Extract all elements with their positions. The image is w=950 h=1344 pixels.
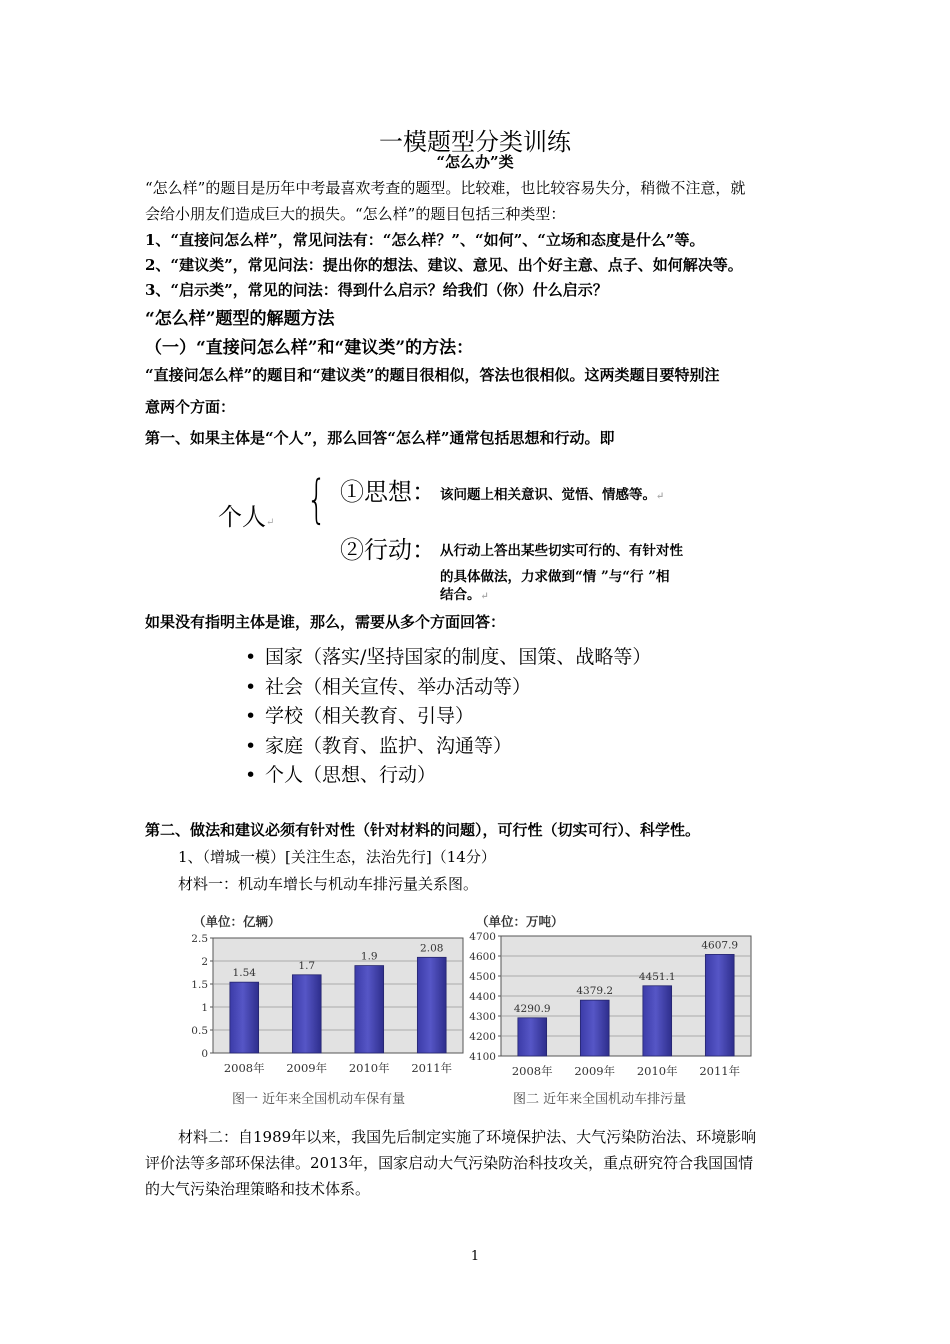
list-item: • 个人（思想、行动）: [245, 764, 437, 786]
y-tick-label: 1: [201, 1002, 208, 1014]
bar: [417, 957, 446, 1053]
bar-value-label: 1.9: [360, 950, 378, 963]
aspect-list: [245, 643, 651, 791]
material-2-line-3: 的大气污染治理策略和技术体系。: [145, 1180, 371, 1198]
bar-value-label: 4379.2: [576, 985, 614, 998]
x-tick-label: 2010年: [636, 1064, 678, 1078]
bar-value-label: 1.7: [298, 959, 316, 972]
x-tick-label: 2009年: [286, 1061, 328, 1075]
list-item: • 社会（相关宣传、举办活动等）: [245, 675, 532, 698]
bar-value-label: 4451.1: [638, 970, 676, 983]
section1-heading: （一）“直接问怎么样”和“建议类”的方法：: [145, 338, 474, 358]
y-tick-label: 4500: [469, 971, 496, 983]
material-2-line-2: 评价法等多部环保法律。2013年，国家启动大气污染防治科技攻关，重点研究符合我国国情: [145, 1154, 754, 1172]
y-tick-label: 0.5: [191, 1025, 208, 1037]
list-item: • 学校（相关教育、引导）: [245, 705, 475, 727]
page-subtitle: “怎么办”类: [436, 153, 514, 171]
chart-unit-label: （单位：亿辆）: [193, 914, 281, 929]
section1-text-1: “直接问怎么样”的题目和“建议类”的题目很相似，答法也很相似。这两类题目要特别注: [145, 366, 720, 384]
list-item: • 家庭（教育、监护、沟通等）: [245, 734, 513, 757]
y-tick-label: 4300: [469, 1011, 496, 1023]
bar: [355, 966, 384, 1053]
y-tick-label: 2.5: [191, 933, 208, 945]
x-tick-label: 2010年: [348, 1061, 390, 1075]
bar-value-label: 1.54: [232, 967, 256, 980]
material-2-line-1: 材料二：自1989年以来，我国先后制定实施了环境保护法、大气污染防治法、环境影响: [178, 1128, 757, 1146]
bar: [518, 1018, 547, 1056]
y-tick-label: 4200: [469, 1031, 496, 1043]
y-tick-label: 1.5: [191, 979, 208, 991]
second-point: 第二、做法和建议必须有针对性（针对材料的问题），可行性（切实可行）、科学性。: [145, 821, 701, 839]
x-tick-label: 2011年: [699, 1064, 741, 1078]
thought-text: 该问题上相关意识、觉悟、情感等。↵: [440, 487, 665, 503]
vehicle-emission-chart: [468, 908, 768, 1110]
bar-value-label: 4607.9: [701, 939, 739, 952]
vehicle-ownership-chart: [185, 908, 475, 1110]
type-3: 3、“启示类”，常见的问法：得到什么启示？给我们（你）什么启示？: [145, 281, 608, 299]
x-tick-label: 2009年: [574, 1064, 616, 1078]
x-tick-label: 2008年: [511, 1064, 553, 1078]
diagram-subject: 个人↵: [218, 503, 275, 531]
question-title: 1、（增城一模）[关注生态，法治先行]（14分）: [178, 848, 496, 866]
bar: [643, 986, 672, 1056]
action-label: ②行动：: [340, 536, 436, 564]
thought-label: ①思想：: [340, 478, 436, 506]
bar-value-label: 2.08: [420, 942, 444, 955]
page-number: 1: [470, 1249, 480, 1264]
material-1: 材料一：机动车增长与机动车排污量关系图。: [178, 875, 479, 893]
action-text-1: 从行动上答出某些切实可行的、有针对性: [440, 543, 683, 559]
chart-caption: 图二 近年来全国机动车排污量: [513, 1092, 687, 1107]
y-tick-label: 0: [201, 1048, 208, 1060]
x-tick-label: 2008年: [223, 1061, 265, 1075]
chart-unit-label: （单位：万吨）: [476, 914, 564, 929]
y-tick-label: 2: [201, 956, 208, 968]
y-tick-label: 4600: [469, 951, 496, 963]
type-2: 2、“建议类”，常见问法：提出你的想法、建议、意见、出个好主意、点子、如何解决等。: [145, 256, 743, 274]
action-text-2: 的具体做法，力求做到“情 ”与“行 ”相: [440, 569, 670, 585]
chart-caption: 图一 近年来全国机动车保有量: [232, 1092, 406, 1107]
no-subject-note: 如果没有指明主体是谁，那么，需要从多个方面回答：: [145, 613, 506, 631]
bar: [580, 1000, 609, 1056]
x-tick-label: 2011年: [411, 1061, 453, 1075]
y-tick-label: 4700: [469, 931, 496, 943]
bar: [705, 954, 734, 1056]
intro-line-1: “怎么样”的题目是历年中考最喜欢考查的题型。比较难，也比较容易失分，稍微不注意，就: [145, 179, 746, 197]
y-tick-label: 4100: [469, 1051, 496, 1063]
intro-line-2: 会给小朋友们造成巨大的损失。“怎么样”的题目包括三种类型：: [145, 205, 566, 223]
type-1: 1、“直接问怎么样”，常见问法有：“怎么样？”、“如何”、“立场和态度是什么”等。: [145, 231, 705, 249]
first-point: 第一、如果主体是“个人”，那么回答“怎么样”通常包括思想和行动。即: [145, 429, 615, 447]
action-text-3: 结合。↵: [440, 587, 489, 603]
section1-text-2: 意两个方面：: [145, 398, 236, 416]
method-heading: “怎么样”题型的解题方法: [145, 309, 335, 329]
list-item: • 国家（落实/坚持国家的制度、国策、战略等）: [245, 646, 652, 668]
brace-symbol: {: [306, 470, 327, 530]
bar: [230, 982, 259, 1053]
y-tick-label: 4400: [469, 991, 496, 1003]
page-title: 一模题型分类训练: [379, 128, 571, 156]
bar-value-label: 4290.9: [513, 1002, 551, 1015]
bar: [292, 975, 321, 1053]
